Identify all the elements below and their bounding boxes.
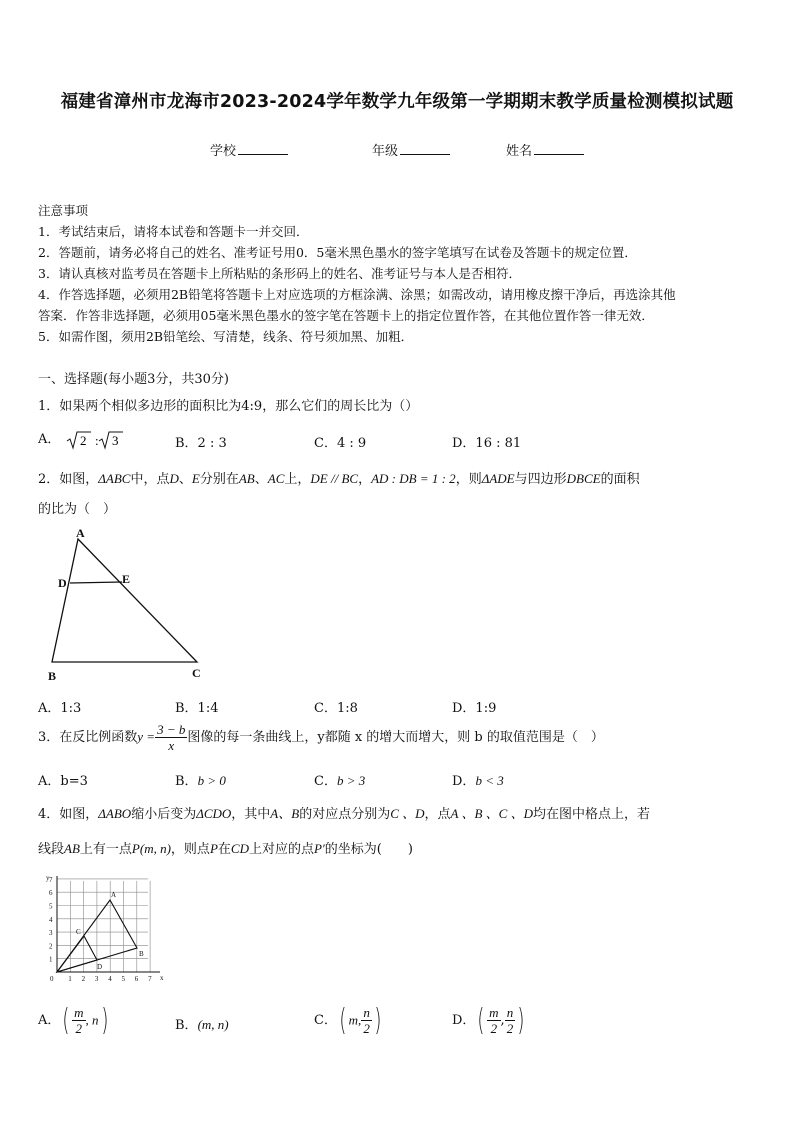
q2-text: ，则 xyxy=(455,472,482,487)
q4-math: AB xyxy=(64,841,80,856)
q1-option-d: D．16 : 81 xyxy=(452,436,522,451)
svg-text:2: 2 xyxy=(79,432,87,448)
q4-text: ，点 xyxy=(424,807,451,822)
vertex-a-label: A xyxy=(76,526,85,540)
q4-d-num2: n xyxy=(506,1005,514,1020)
triangle-figure xyxy=(40,525,220,685)
q3-option-c xyxy=(314,770,365,789)
q4-a-frac xyxy=(72,1005,85,1036)
q4-d-frac1 xyxy=(487,1005,500,1036)
q4-c-first: m, xyxy=(348,1012,362,1028)
q4-text: ，则点 xyxy=(170,842,210,857)
y-tick-label: 2 xyxy=(49,942,53,951)
q2-math: ΔABC xyxy=(98,471,131,486)
x-tick-label: 1 xyxy=(68,975,72,983)
y-tick-label: 5 xyxy=(49,902,53,911)
point-b-label: B xyxy=(139,950,144,958)
q2-option-b: B．1:4 xyxy=(175,701,219,716)
y-tick-label: 6 xyxy=(49,889,53,898)
vertex-c-label: C xyxy=(192,666,201,680)
name-label: 姓名 xyxy=(506,144,533,159)
q2-option-d: D．1:9 xyxy=(452,701,497,716)
question-2-stem xyxy=(38,468,758,487)
q2-text: 与四边形 xyxy=(514,472,567,487)
q4-text: 在 xyxy=(217,842,231,857)
q4-text: 的对应点分别为 xyxy=(299,807,391,822)
point-d-label: D xyxy=(97,963,103,971)
q2-math: AD : DB = 1 : 2 xyxy=(371,471,456,486)
q3-text: 图像的每一条曲线上，y都随 x 的增大而增大，则 b 的取值范围是（ ） xyxy=(187,730,604,745)
q4-d-frac2 xyxy=(505,1005,516,1036)
q2-math: AC xyxy=(267,471,285,486)
q2-math: E xyxy=(191,471,200,486)
x-tick-label: 6 xyxy=(134,975,139,983)
q4-option-a-label: A． xyxy=(38,1013,61,1028)
q4-math: ΔCDO xyxy=(196,806,232,821)
q3-numerator: 3 − b xyxy=(157,722,186,737)
q4-d-comma: , xyxy=(500,1013,505,1028)
q4-option-b xyxy=(175,1014,229,1033)
q4-a-num: m xyxy=(74,1005,84,1020)
school-field xyxy=(210,140,288,159)
vertex-d-label: D xyxy=(58,576,67,590)
section-heading: 一、选择题(每小题3分，共30分) xyxy=(38,372,229,387)
notice-heading: 注意事项 xyxy=(38,203,89,218)
q4-text: 上有一点 xyxy=(79,842,132,857)
q4-math: P(m, n) xyxy=(131,841,171,856)
q3-option-b-label: B． xyxy=(175,774,198,789)
q3-option-a: A．b=3 xyxy=(38,774,88,789)
q4-text: 均在图中格点上，若 xyxy=(533,807,651,822)
grade-field xyxy=(372,140,450,159)
q3-option-c-math: b > 3 xyxy=(336,773,366,788)
q4-option-d-label: D． xyxy=(452,1013,476,1028)
q3-option-d-label: D． xyxy=(452,774,476,789)
notice-item: 2．答题前，请务必将自己的姓名、准考证号用0．5毫米黑色墨水的签字笔填写在试卷及答题卡的规定位置． xyxy=(38,245,637,260)
q3-fraction xyxy=(155,722,187,753)
q4-text: 线段 xyxy=(38,842,65,857)
name-field xyxy=(506,140,584,159)
q3-text: 3．在反比例函数 xyxy=(38,730,138,745)
q3-option-d xyxy=(452,770,504,789)
left-paren-icon: ( xyxy=(62,1003,70,1038)
q2-option-c: C．1:8 xyxy=(314,701,358,716)
svg-text:3: 3 xyxy=(111,432,119,448)
q1-option-b: B．2 : 3 xyxy=(175,436,227,451)
q2-math: AB xyxy=(238,471,255,486)
question-4-stem xyxy=(38,803,758,822)
vertex-e-label: E xyxy=(122,572,131,586)
x-tick-label: 5 xyxy=(121,975,125,983)
left-paren-icon: ( xyxy=(477,1003,485,1038)
q2-math: D xyxy=(169,471,179,486)
q2-math: DE // BC xyxy=(310,471,359,486)
q4-option-d xyxy=(452,1003,527,1038)
question-4-stem-line2 xyxy=(38,838,758,857)
q4-text: 的坐标为( ) xyxy=(324,842,413,857)
right-paren-icon: ) xyxy=(374,1003,382,1038)
right-paren-icon: ) xyxy=(517,1003,525,1038)
q2-text: 、 xyxy=(254,472,268,487)
point-c-label: C xyxy=(76,928,81,936)
notice-block xyxy=(38,200,758,347)
x-tick-label: 2 xyxy=(81,975,86,983)
notice-item: 1．考试结束后，请将本试卷和答题卡一并交回． xyxy=(38,224,309,239)
notice-item: 5．如需作图，须用2B铅笔绘、写清楚，线条、符号须加黑、加粗． xyxy=(38,329,414,344)
x-tick-label: 0 xyxy=(50,975,54,983)
q2-math: DBCE xyxy=(566,471,601,486)
grade-blank xyxy=(400,144,450,155)
q4-math: A、B xyxy=(270,806,300,821)
q3-option-c-label: C． xyxy=(314,774,337,789)
q4-math: C 、D xyxy=(390,806,425,821)
q4-math: ΔABO xyxy=(98,806,132,821)
q4-text: 上对应的点 xyxy=(248,842,314,857)
q4-c-den: 2 xyxy=(363,1021,370,1036)
q4-c-frac xyxy=(361,1005,372,1036)
question-3-stem xyxy=(38,722,758,753)
q4-math: CD xyxy=(230,841,249,856)
q4-math: P′ xyxy=(313,841,325,856)
y-tick-label: 1 xyxy=(49,955,53,964)
q4-a-den: 2 xyxy=(75,1021,83,1036)
segment-de xyxy=(70,582,122,583)
q4-option-a xyxy=(38,1003,110,1038)
q2-text: 上， xyxy=(284,472,311,487)
svg-text::: : xyxy=(94,432,99,448)
x-tick-label: 7 xyxy=(148,975,152,983)
grid-figure xyxy=(40,872,170,987)
q4-d-den1: 2 xyxy=(490,1021,498,1036)
q1-option-a-label: A． xyxy=(38,432,61,447)
q3-option-b-math: b > 0 xyxy=(197,773,226,788)
q4-option-b-math: (m, n) xyxy=(197,1017,229,1032)
q2-text: 、 xyxy=(178,472,192,487)
q2-text: 2．如图， xyxy=(38,472,99,487)
q2-text: 的面积 xyxy=(600,472,640,487)
q4-c-num: n xyxy=(363,1005,370,1020)
left-paren-icon: ( xyxy=(339,1003,347,1038)
q3-option-b xyxy=(175,770,226,789)
q4-option-c xyxy=(314,1003,384,1038)
y-tick-label: 7 xyxy=(49,875,53,884)
page-title: 福建省漳州市龙海市2023-2024学年数学九年级第一学期期末教学质量检测模拟试题 xyxy=(60,92,734,112)
vertex-b-label: B xyxy=(48,669,57,683)
grade-label: 年级 xyxy=(372,144,399,159)
q3-option-d-math: b < 3 xyxy=(475,773,504,788)
point-a-label: A xyxy=(111,891,117,899)
triangle-abc xyxy=(52,539,197,662)
q2-text: 中，点 xyxy=(130,472,170,487)
school-label: 学校 xyxy=(210,144,237,159)
q4-math: P xyxy=(209,841,218,856)
triangle-cdo xyxy=(57,936,97,972)
q2-option-a: A．1:3 xyxy=(38,701,82,716)
q1-option-a xyxy=(38,428,125,451)
q4-d-num1: m xyxy=(489,1005,499,1020)
name-blank xyxy=(534,144,584,155)
q3-func: y = xyxy=(137,729,156,744)
school-blank xyxy=(238,144,288,155)
q4-text: 4．如图， xyxy=(38,807,99,822)
x-tick-label: 3 xyxy=(94,975,99,983)
x-axis-label: x xyxy=(160,974,164,982)
q4-text: ，其中 xyxy=(231,807,271,822)
q4-a-rest: , n xyxy=(85,1012,99,1028)
question-2-stem-line2: 的比为（ ） xyxy=(38,502,117,517)
y-tick-label: 4 xyxy=(49,915,53,924)
sqrt-ratio-icon xyxy=(65,429,125,451)
x-tick-label: 4 xyxy=(108,975,112,983)
q4-text: 缩小后变为 xyxy=(131,807,197,822)
y-axis-label: y xyxy=(46,874,50,882)
q4-math: A 、B 、C 、D xyxy=(450,806,533,821)
q4-option-b-label: B． xyxy=(175,1018,198,1033)
q2-text: ， xyxy=(358,472,372,487)
notice-item: 4．作答选择题，必须用2B铅笔将答题卡上对应选项的方框涂满、涂黑；如需改动，请用橡皮擦干净后，再选涂其他 xyxy=(38,287,676,302)
q4-option-c-label: C． xyxy=(314,1013,337,1028)
notice-item: 3．请认真核对监考员在答题卡上所粘贴的条形码上的姓名、准考证号与本人是否相符． xyxy=(38,266,521,281)
question-1-stem: 1．如果两个相似多边形的面积比为4:9，那么它们的周长比为（） xyxy=(38,399,419,414)
q2-math: ΔADE xyxy=(481,471,515,486)
q3-denominator: x xyxy=(168,738,175,753)
q1-option-c: C．4 : 9 xyxy=(314,436,367,451)
y-tick-label: 3 xyxy=(49,929,53,938)
notice-item: 答案．作答非选择题，必须用05毫米黑色墨水的签字笔在答题卡上的指定位置作答，在其他位置作答一律无效． xyxy=(38,308,654,323)
q4-d-den2: 2 xyxy=(506,1021,514,1036)
q2-text: 分别在 xyxy=(199,472,239,487)
right-paren-icon: ) xyxy=(100,1003,108,1038)
